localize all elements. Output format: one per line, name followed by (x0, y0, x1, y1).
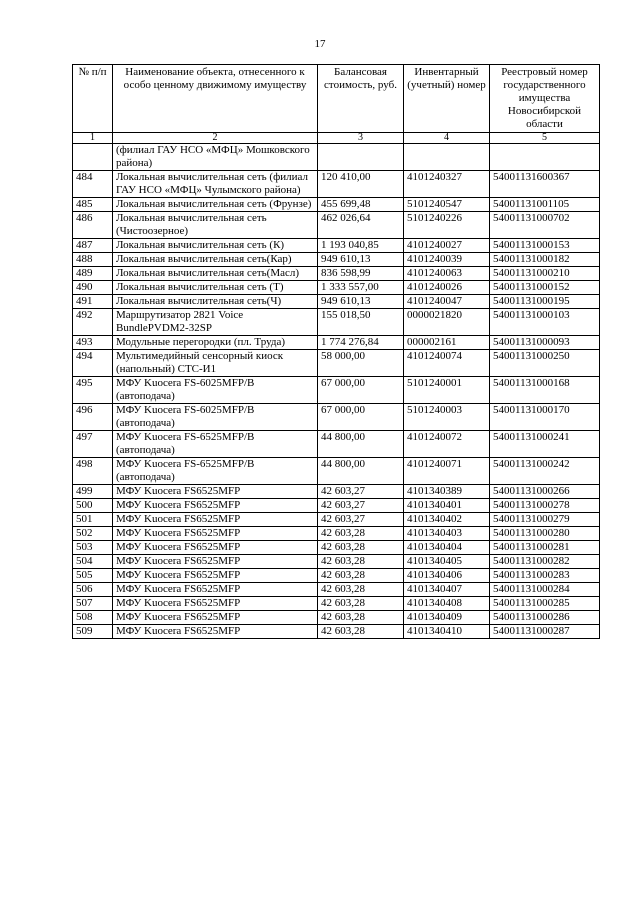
header-num: № п/п (73, 65, 113, 133)
balance-value: 1 333 557,00 (318, 281, 404, 295)
row-number: 499 (73, 485, 113, 499)
balance-value: 42 603,27 (318, 499, 404, 513)
asset-name: МФУ Kuocera FS6525MFP (113, 541, 318, 555)
registry-number: 54001131000266 (490, 485, 600, 499)
inventory-number: 4101340403 (404, 527, 490, 541)
balance-value: 155 018,50 (318, 309, 404, 336)
table-row (73, 309, 600, 336)
header-registry: Реестровый номер государственного имущества Новосибирской области (490, 65, 600, 133)
registry-number: 54001131000170 (490, 404, 600, 431)
table-row (73, 212, 600, 239)
asset-name: Локальная вычислительная сеть(Масл) (113, 267, 318, 281)
balance-value: 42 603,28 (318, 555, 404, 569)
balance-value: 42 603,28 (318, 597, 404, 611)
inventory-number: 5101240003 (404, 404, 490, 431)
balance-value: 1 774 276,84 (318, 336, 404, 350)
registry-number: 54001131000279 (490, 513, 600, 527)
asset-name: (филиал ГАУ НСО «МФЦ» Мошковского района) (113, 144, 318, 171)
asset-name: Маршрутизатор 2821 Voice BundlePVDM2-32SP (113, 309, 318, 336)
table-row (73, 144, 600, 171)
asset-name: МФУ Kuocera FS-6525MFP/B (автоподача) (113, 431, 318, 458)
row-number: 487 (73, 239, 113, 253)
inventory-number: 000002161 (404, 336, 490, 350)
asset-name: МФУ Kuocera FS6525MFP (113, 583, 318, 597)
table-row (73, 583, 600, 597)
registry-number: 54001131000284 (490, 583, 600, 597)
inventory-number: 5101240001 (404, 377, 490, 404)
table-row (73, 171, 600, 198)
table-row (73, 239, 600, 253)
column-index-row (73, 133, 600, 144)
balance-value: 42 603,28 (318, 541, 404, 555)
asset-name: Локальная вычислительная сеть (К) (113, 239, 318, 253)
header-row (73, 65, 600, 133)
header-inventory: Инвентарный (учетный) номер (404, 65, 490, 133)
row-number: 484 (73, 171, 113, 198)
table-row (73, 350, 600, 377)
table-row (73, 267, 600, 281)
inventory-number: 4101240327 (404, 171, 490, 198)
inventory-number: 4101340409 (404, 611, 490, 625)
balance-value: 42 603,28 (318, 583, 404, 597)
registry-number: 54001131000152 (490, 281, 600, 295)
registry-number (490, 144, 600, 171)
table-row (73, 377, 600, 404)
table-row (73, 253, 600, 267)
header-name: Наименование объекта, отнесенного к особо ценному движимому имуществу (113, 65, 318, 133)
inventory-number: 4101240072 (404, 431, 490, 458)
inventory-number: 5101240547 (404, 198, 490, 212)
inventory-number: 4101340406 (404, 569, 490, 583)
balance-value: 949 610,13 (318, 253, 404, 267)
inventory-number: 4101240039 (404, 253, 490, 267)
table-row (73, 198, 600, 212)
row-number: 495 (73, 377, 113, 404)
row-number: 494 (73, 350, 113, 377)
inventory-number: 4101340407 (404, 583, 490, 597)
balance-value: 67 000,00 (318, 404, 404, 431)
registry-number: 54001131000278 (490, 499, 600, 513)
balance-value: 455 699,48 (318, 198, 404, 212)
row-number: 486 (73, 212, 113, 239)
table-row (73, 513, 600, 527)
balance-value: 949 610,13 (318, 295, 404, 309)
balance-value: 42 603,28 (318, 569, 404, 583)
table-row (73, 281, 600, 295)
row-number: 489 (73, 267, 113, 281)
balance-value: 42 603,28 (318, 611, 404, 625)
row-number: 503 (73, 541, 113, 555)
registry-number: 54001131001105 (490, 198, 600, 212)
balance-value: 42 603,27 (318, 513, 404, 527)
inventory-number: 4101340401 (404, 499, 490, 513)
balance-value: 58 000,00 (318, 350, 404, 377)
row-number: 497 (73, 431, 113, 458)
registry-number: 54001131000153 (490, 239, 600, 253)
asset-name: Локальная вычислительная сеть (Фрунзе) (113, 198, 318, 212)
balance-value: 42 603,28 (318, 625, 404, 639)
column-index: 3 (318, 133, 404, 144)
balance-value: 1 193 040,85 (318, 239, 404, 253)
asset-name: МФУ Kuocera FS6525MFP (113, 597, 318, 611)
row-number: 508 (73, 611, 113, 625)
registry-number: 54001131000182 (490, 253, 600, 267)
column-index: 2 (113, 133, 318, 144)
registry-number: 54001131000280 (490, 527, 600, 541)
registry-number: 54001131000283 (490, 569, 600, 583)
asset-name: МФУ Kuocera FS-6025MFP/B (автоподача) (113, 404, 318, 431)
registry-number: 54001131000281 (490, 541, 600, 555)
asset-name: Модульные перегородки (пл. Труда) (113, 336, 318, 350)
inventory-number (404, 144, 490, 171)
asset-name: Локальная вычислительная сеть (Т) (113, 281, 318, 295)
row-number: 493 (73, 336, 113, 350)
row-number: 498 (73, 458, 113, 485)
row-number: 509 (73, 625, 113, 639)
registry-number: 54001131000702 (490, 212, 600, 239)
balance-value: 67 000,00 (318, 377, 404, 404)
asset-name: МФУ Kuocera FS-6525MFP/B (автоподача) (113, 458, 318, 485)
asset-name: Мультимедийный сенсорный киоск (напольный) СТС-И1 (113, 350, 318, 377)
asset-name: МФУ Kuocera FS6525MFP (113, 499, 318, 513)
registry-number: 54001131000287 (490, 625, 600, 639)
table-row (73, 431, 600, 458)
registry-number: 54001131000103 (490, 309, 600, 336)
row-number: 507 (73, 597, 113, 611)
table-row (73, 295, 600, 309)
header-value: Балансовая стоимость, руб. (318, 65, 404, 133)
row-number: 492 (73, 309, 113, 336)
table-row (73, 404, 600, 431)
row-number: 485 (73, 198, 113, 212)
row-number: 488 (73, 253, 113, 267)
inventory-number: 4101240026 (404, 281, 490, 295)
table-row (73, 555, 600, 569)
inventory-number: 4101340405 (404, 555, 490, 569)
table-row (73, 625, 600, 639)
registry-number: 54001131000093 (490, 336, 600, 350)
asset-name: Локальная вычислительная сеть(Ч) (113, 295, 318, 309)
table-row (73, 611, 600, 625)
registry-number: 54001131000168 (490, 377, 600, 404)
row-number: 504 (73, 555, 113, 569)
asset-name: МФУ Kuocera FS6525MFP (113, 569, 318, 583)
table-row (73, 499, 600, 513)
inventory-number: 4101340404 (404, 541, 490, 555)
registry-number: 54001131000286 (490, 611, 600, 625)
table-header (73, 65, 600, 144)
asset-name: Локальная вычислительная сеть (филиал ГАУ НСО «МФЦ» Чулымского района) (113, 171, 318, 198)
balance-value: 42 603,27 (318, 485, 404, 499)
inventory-number: 4101240063 (404, 267, 490, 281)
inventory-number: 5101240226 (404, 212, 490, 239)
column-index: 1 (73, 133, 113, 144)
registry-number: 54001131000195 (490, 295, 600, 309)
balance-value: 44 800,00 (318, 431, 404, 458)
balance-value: 44 800,00 (318, 458, 404, 485)
registry-number: 54001131000210 (490, 267, 600, 281)
asset-name: МФУ Kuocera FS6525MFP (113, 611, 318, 625)
row-number: 490 (73, 281, 113, 295)
table-row (73, 336, 600, 350)
inventory-number: 4101240047 (404, 295, 490, 309)
row-number: 506 (73, 583, 113, 597)
table-row (73, 527, 600, 541)
inventory-number: 4101340410 (404, 625, 490, 639)
page-number: 17 (314, 38, 326, 50)
asset-name: МФУ Kuocera FS6525MFP (113, 527, 318, 541)
inventory-number: 0000021820 (404, 309, 490, 336)
inventory-number: 4101240074 (404, 350, 490, 377)
column-index: 5 (490, 133, 600, 144)
table-row (73, 597, 600, 611)
table-row (73, 541, 600, 555)
row-number: 500 (73, 499, 113, 513)
table-row (73, 569, 600, 583)
row-number: 505 (73, 569, 113, 583)
asset-registry-table (72, 64, 600, 639)
asset-name: МФУ Kuocera FS6525MFP (113, 625, 318, 639)
inventory-number: 4101340389 (404, 485, 490, 499)
registry-number: 54001131000285 (490, 597, 600, 611)
asset-name: МФУ Kuocera FS6525MFP (113, 485, 318, 499)
balance-value: 462 026,64 (318, 212, 404, 239)
registry-number: 54001131000241 (490, 431, 600, 458)
balance-value: 836 598,99 (318, 267, 404, 281)
inventory-number: 4101240071 (404, 458, 490, 485)
balance-value (318, 144, 404, 171)
registry-number: 54001131000282 (490, 555, 600, 569)
inventory-number: 4101340402 (404, 513, 490, 527)
inventory-number: 4101340408 (404, 597, 490, 611)
row-number: 501 (73, 513, 113, 527)
registry-number: 54001131000242 (490, 458, 600, 485)
column-index: 4 (404, 133, 490, 144)
registry-number: 54001131000250 (490, 350, 600, 377)
asset-name: МФУ Kuocera FS6525MFP (113, 513, 318, 527)
asset-name: Локальная вычислительная сеть (Чистоозерное) (113, 212, 318, 239)
table-row (73, 485, 600, 499)
balance-value: 120 410,00 (318, 171, 404, 198)
asset-name: МФУ Kuocera FS6525MFP (113, 555, 318, 569)
inventory-number: 4101240027 (404, 239, 490, 253)
registry-number: 54001131600367 (490, 171, 600, 198)
table-row (73, 458, 600, 485)
asset-name: Локальная вычислительная сеть(Кар) (113, 253, 318, 267)
table-body (73, 144, 600, 639)
row-number: 502 (73, 527, 113, 541)
row-number (73, 144, 113, 171)
asset-name: МФУ Kuocera FS-6025MFP/B (автоподача) (113, 377, 318, 404)
row-number: 491 (73, 295, 113, 309)
balance-value: 42 603,28 (318, 527, 404, 541)
row-number: 496 (73, 404, 113, 431)
